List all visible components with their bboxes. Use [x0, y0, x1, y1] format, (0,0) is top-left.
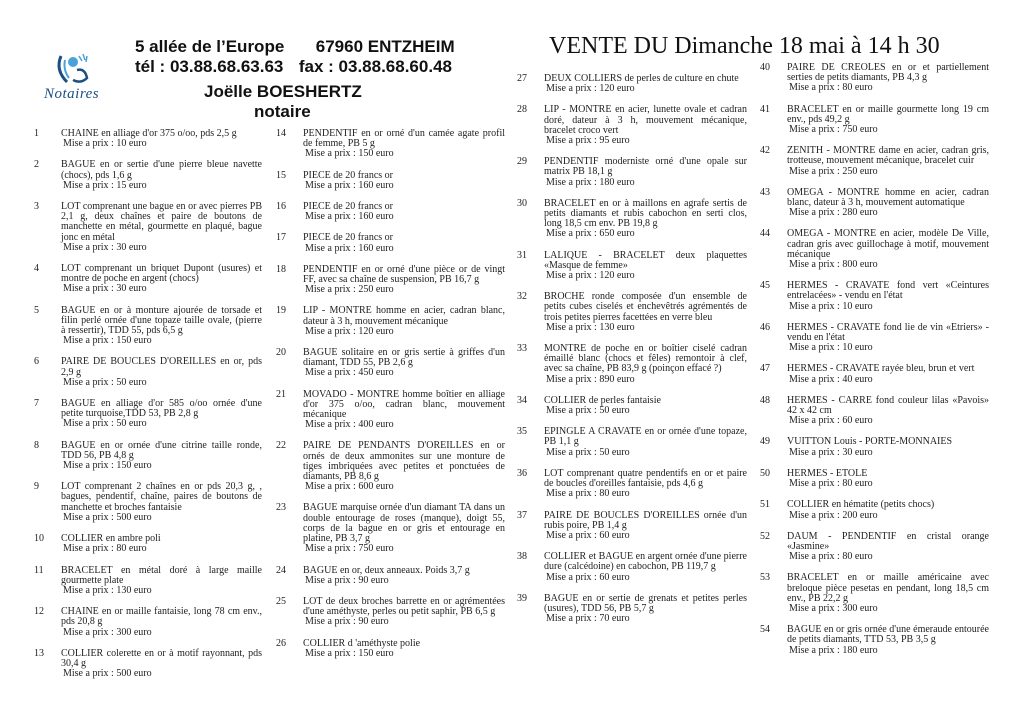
lot-description: BROCHE ronde composée d'un ensemble de petits cubes ciselés et enchevêtrés agrémentés de trois petites pierres facettées en verre bleu [544, 291, 747, 323]
lot-starting-price: Mise a prix : 650 euro [546, 228, 635, 240]
lot-item [276, 348, 505, 379]
lot-description: LOT comprenant 2 chaînes en or pds 20,3 g, , bagues, pendentif, chaîne, paires de boutons de manchette et broches fantaisie [61, 481, 262, 513]
lot-item [34, 264, 262, 295]
lot-starting-price: Mise a prix : 15 euro [63, 179, 147, 191]
logo-text: Notaires [44, 86, 100, 102]
lot-starting-price: Mise a prix : 600 euro [305, 481, 394, 493]
lot-item [517, 199, 747, 240]
lot-number: 50 [760, 467, 770, 479]
sale-title: VENTE DU Dimanche 18 mai à 14 h 30 [549, 33, 940, 59]
lot-number: 30 [517, 197, 527, 209]
lot-starting-price: Mise a prix : 500 euro [63, 511, 152, 523]
lot-starting-price: Mise a prix : 120 euro [546, 270, 635, 282]
lot-item [34, 566, 262, 597]
lot-starting-price: Mise a prix : 40 euro [789, 373, 873, 385]
lot-item [760, 146, 989, 177]
lot-description: BRACELET en métal doré à large maille gourmette plate [61, 564, 262, 586]
lot-starting-price: Mise a prix : 120 euro [305, 325, 394, 337]
lot-description: BRACELET en or à maillons en agrafe sertis de petits diamants et rubis cabochon en serti clos, long 18,5 cm env. PB 19,8 g [544, 197, 747, 230]
lot-description: BAGUE en or ornée d'une citrine taille ronde, TDD 56, PB 4,8 g [61, 439, 262, 461]
lot-description: ZENITH - MONTRE dame en acier, cadran gris, trotteuse, mouvement mécanique, bracelet cuir [787, 145, 989, 167]
lot-description: BAGUE en alliage d'or 585 o/oo ornée d'une petite turquoise,TDD 53, PB 2,8 g [61, 398, 262, 420]
lot-description: HERMES - CRAVATE fond vert «Ceintures entrelacées» - vendu en l'état [787, 280, 989, 302]
lot-item [517, 469, 747, 500]
lot-description: COLLIER de perles fantaisie [544, 394, 661, 406]
lot-column-1 [34, 129, 262, 690]
lot-starting-price: Mise a prix : 750 euro [789, 124, 878, 136]
lot-item [517, 511, 747, 542]
lot-starting-price: Mise a prix : 500 euro [63, 668, 152, 680]
city: 67960 ENTZHEIM [315, 37, 455, 56]
lot-item [760, 323, 989, 354]
lot-number: 45 [760, 280, 770, 292]
lot-item [517, 427, 747, 458]
lot-description: MONTRE de poche en or boîtier ciselé cadran émaillé blanc (chocs et fêles) remontoir à clef, avec sa chaîne, PB 83,9 g (poinçon effacé ?) [544, 343, 747, 375]
lot-item [760, 281, 989, 312]
lot-starting-price: Mise a prix : 890 euro [546, 373, 635, 385]
lot-starting-price: Mise a prix : 120 euro [546, 83, 635, 95]
lot-item [517, 396, 747, 416]
lot-starting-price: Mise a prix : 60 euro [546, 529, 630, 541]
lot-number: 46 [760, 321, 770, 333]
lot-number: 54 [760, 624, 770, 636]
lot-description: BAGUE en or gris ornée d'une émeraude entourée de petits diamants, TTD 53, PB 3,5 g [787, 624, 989, 646]
lot-starting-price: Mise a prix : 250 euro [305, 284, 394, 296]
lot-number: 1 [34, 128, 39, 139]
lot-starting-price: Mise a prix : 160 euro [305, 211, 394, 223]
lot-starting-price: Mise a prix : 10 euro [789, 300, 873, 312]
lot-number: 49 [760, 436, 770, 448]
lot-description: PIECE de 20 francs or [303, 201, 393, 213]
lot-starting-price: Mise a prix : 180 euro [546, 176, 635, 188]
address: 5 allée de l’Europe [135, 37, 285, 56]
lot-starting-price: Mise a prix : 80 euro [789, 478, 873, 490]
lot-starting-price: Mise a prix : 150 euro [305, 148, 394, 160]
lot-number: 31 [517, 249, 527, 261]
lot-number: 4 [34, 263, 39, 275]
lot-number: 2 [34, 159, 39, 171]
lot-starting-price: Mise a prix : 180 euro [789, 644, 878, 656]
lot-starting-price: Mise a prix : 30 euro [63, 283, 147, 295]
lot-number: 29 [517, 156, 527, 168]
lot-item [760, 364, 989, 384]
lot-column-2 [276, 129, 505, 670]
lot-number: 10 [34, 533, 44, 545]
lot-item [276, 265, 505, 296]
lot-item [517, 594, 747, 625]
lot-number: 6 [34, 356, 39, 368]
lot-item [34, 160, 262, 191]
lot-description: BAGUE en or à monture ajourée de torsade et filin perlé ornée d'une topaze taille ovale, (pierre à ressertir), TDD 55, pds 6,5 g [61, 304, 262, 337]
lot-starting-price: Mise a prix : 95 euro [546, 135, 630, 147]
lot-starting-price: Mise a prix : 50 euro [546, 446, 630, 458]
lot-description: HERMES - CRAVATE fond lie de vin «Etriers» - vendu en l'état [787, 321, 989, 344]
lot-description: DEUX COLLIERS de perles de culture en chute [544, 73, 739, 84]
lot-starting-price: Mise a prix : 70 euro [546, 613, 630, 625]
lot-number: 41 [760, 103, 770, 115]
lot-starting-price: Mise a prix : 400 euro [305, 419, 394, 431]
lot-number: 3 [34, 201, 39, 213]
lot-description: PAIRE DE PENDANTS D'OREILLES en or ornés de deux ammonites sur une monture de tiges imbriquées avec petites et ponctuées de diamants, PB 8,6 g [303, 440, 505, 483]
lot-number: 15 [276, 169, 286, 181]
lot-starting-price: Mise a prix : 150 euro [63, 460, 152, 472]
lot-number: 18 [276, 263, 286, 275]
lot-description: PAIRE DE BOUCLES D'OREILLES en or, pds 2,9 g [61, 356, 262, 378]
lot-number: 38 [517, 551, 527, 563]
lot-number: 51 [760, 499, 770, 511]
lot-description: OMEGA - MONTRE en acier, modèle De Ville, cadran gris avec guillochage à motif, mouvement mécanique [787, 228, 989, 260]
lot-number: 12 [34, 606, 44, 618]
lot-number: 13 [34, 647, 44, 659]
address-line [135, 37, 455, 57]
lot-item [276, 566, 505, 586]
lot-number: 43 [760, 186, 770, 198]
lot-starting-price: Mise a prix : 450 euro [305, 367, 394, 379]
lot-item [276, 129, 505, 160]
lot-starting-price: Mise a prix : 250 euro [789, 165, 878, 177]
lot-item [34, 202, 262, 253]
lot-description: LOT comprenant une bague en or avec pierres PB 2,1 g, deux chaînes et paire de boutons de manchette en métal, gourmette en plaqué, bague jonc en métal [61, 201, 262, 243]
lot-starting-price: Mise a prix : 60 euro [546, 571, 630, 583]
lot-starting-price: Mise a prix : 160 euro [305, 179, 394, 191]
lot-description: HERMES - CRAVATE rayée bleu, brun et vert [787, 363, 975, 375]
lot-starting-price: Mise a prix : 10 euro [63, 138, 147, 150]
lot-starting-price: Mise a prix : 300 euro [789, 602, 878, 614]
lot-description: COLLIER et BAGUE en argent ornée d'une pierre dure (calcédoine) en cabochon, PB 119,7 g [544, 551, 747, 573]
lot-description: CHAINE en or maille fantaisie, long 78 cm env., pds 20,8 g [61, 606, 262, 628]
lot-description: COLLIER en ambre poli [61, 533, 161, 545]
lot-item [517, 292, 747, 333]
lot-number: 8 [34, 439, 39, 451]
lot-description: LIP - MONTRE homme en acier, cadran blanc, dateur à 3 h, mouvement mécanique [303, 305, 505, 327]
lot-item [276, 306, 505, 337]
lot-starting-price: Mise a prix : 300 euro [63, 626, 152, 638]
telephone: tél : 03.88.68.63.63 [135, 57, 284, 76]
lot-item [34, 607, 262, 638]
lot-description: PIECE de 20 francs or [303, 232, 393, 244]
lot-number: 21 [276, 388, 286, 400]
lot-item [34, 399, 262, 430]
lot-number: 16 [276, 201, 286, 213]
lot-number: 36 [517, 467, 527, 479]
lot-description: LIP - MONTRE en acier, lunette ovale et cadran doré, dateur à 3 h, mouvement mécanique, bracelet croco vert [544, 104, 747, 136]
lot-description: BRACELET en or maille américaine avec breloque pièce pesetas en pendant, long 18,5 cm env., PB 22,2 g [787, 572, 989, 604]
lot-number: 22 [276, 440, 286, 452]
lot-number: 24 [276, 564, 286, 576]
lot-starting-price: Mise a prix : 30 euro [789, 446, 873, 458]
lot-description: BAGUE en or sertie de grenats et petites perles (usures), TDD 56, PB 5,7 g [544, 592, 747, 614]
lot-starting-price: Mise a prix : 160 euro [305, 242, 394, 254]
lot-number: 5 [34, 304, 39, 316]
lot-column-3 [517, 74, 747, 635]
lot-starting-price: Mise a prix : 50 euro [546, 405, 630, 417]
lot-number: 33 [517, 343, 527, 355]
lot-description: PENDENTIF en or orné d'un camée agate profil de femme, PB 5 g [303, 128, 505, 150]
lot-number: 40 [760, 62, 770, 73]
lot-number: 14 [276, 128, 286, 139]
lot-number: 25 [276, 595, 286, 607]
lot-description: BAGUE en or, deux anneaux. Poids 3,7 g [303, 564, 470, 576]
lot-number: 42 [760, 145, 770, 157]
lot-number: 48 [760, 394, 770, 406]
lot-description: BAGUE en or sertie d'une pierre bleue navette (chocs), pds 1,6 g [61, 159, 262, 181]
lot-item [34, 306, 262, 347]
lot-starting-price: Mise a prix : 90 euro [305, 574, 389, 586]
lot-number: 39 [517, 592, 527, 604]
lot-number: 26 [276, 637, 286, 649]
lot-item [760, 105, 989, 136]
lot-starting-price: Mise a prix : 80 euro [789, 551, 873, 563]
lot-starting-price: Mise a prix : 130 euro [546, 321, 635, 333]
lot-item [760, 396, 989, 427]
lot-item [517, 344, 747, 385]
lot-description: MOVADO - MONTRE homme boîtier en alliage d'or 375 o/oo, cadran blanc, mouvement mécanique [303, 388, 505, 421]
lot-item [517, 552, 747, 583]
lot-starting-price: Mise a prix : 200 euro [789, 509, 878, 521]
lot-number: 53 [760, 572, 770, 584]
lot-description: BAGUE solitaire en or gris sertie à griffes d'un diamant, TDD 55, PB 2,6 g [303, 347, 505, 369]
lot-description: COLLIER colerette en or à motif rayonnant, pds 30,4 g [61, 647, 262, 669]
lot-starting-price: Mise a prix : 130 euro [63, 584, 152, 596]
lot-description: VUITTON Louis - PORTE-MONNAIES [787, 436, 953, 448]
lot-number: 47 [760, 363, 770, 375]
lot-description: LOT comprenant quatre pendentifs en or et paire de boucles d'oreilles fantaisie, pds 4,6 g [544, 467, 747, 490]
lot-item [34, 482, 262, 523]
lot-item [34, 441, 262, 472]
lot-item [276, 441, 505, 492]
lot-column-4 [760, 63, 989, 667]
lot-number: 20 [276, 347, 286, 359]
lot-item [276, 503, 505, 554]
lot-item [517, 105, 747, 146]
lot-starting-price: Mise a prix : 80 euro [789, 82, 873, 94]
lot-starting-price: Mise a prix : 80 euro [63, 543, 147, 555]
lot-description: PAIRE DE CREOLES en or et partiellement serties de petits diamants, PB 4,3 g [787, 62, 989, 84]
lot-item [760, 500, 989, 520]
lot-starting-price: Mise a prix : 150 euro [305, 647, 394, 659]
lot-description: PAIRE DE BOUCLES D'OREILLES ornée d'un rubis poire, PB 1,4 g [544, 509, 747, 531]
contact-line [135, 57, 452, 77]
lot-number: 44 [760, 228, 770, 240]
lot-description: LOT de deux broches barrette en or agrémentées d'une améthyste, perles ou petit saphir, PB 6,5 g [303, 595, 505, 618]
lot-starting-price: Mise a prix : 50 euro [63, 418, 147, 430]
lot-item [34, 357, 262, 388]
lot-item [760, 469, 989, 489]
lot-starting-price: Mise a prix : 30 euro [63, 241, 147, 253]
lot-description: PENDENTIF en or orné d'une pièce or de vingt FF, avec sa chaîne de suspension, PB 16,7 g [303, 263, 505, 286]
lot-description: PIECE de 20 francs or [303, 169, 393, 181]
lot-item [760, 573, 989, 614]
lot-number: 11 [34, 564, 44, 576]
lot-item [276, 171, 505, 191]
lot-description: BRACELET en or maille gourmette long 19 cm env., pds 49,2 g [787, 103, 989, 125]
lot-number: 9 [34, 481, 39, 493]
lot-starting-price: Mise a prix : 80 euro [546, 488, 630, 500]
lot-number: 35 [517, 426, 527, 438]
lot-item [276, 639, 505, 659]
fax: fax : 03.88.68.60.48 [298, 57, 452, 76]
lot-starting-price: Mise a prix : 800 euro [789, 259, 878, 271]
lot-starting-price: Mise a prix : 50 euro [63, 376, 147, 388]
lot-description: OMEGA - MONTRE homme en acier, cadran blanc, dateur à 3 h, mouvement automatique [787, 186, 989, 209]
lot-description: LOT comprenant un briquet Dupont (usures) et montre de poche en argent (chocs) [61, 263, 262, 285]
lot-item [760, 188, 989, 219]
lot-starting-price: Mise a prix : 150 euro [63, 335, 152, 347]
lot-number: 32 [517, 291, 527, 303]
lot-item [276, 202, 505, 222]
lot-description: COLLIER d 'améthyste polie [303, 637, 421, 649]
lot-number: 19 [276, 305, 286, 317]
lot-item [760, 63, 989, 94]
lot-description: HERMES - ETOLE [787, 467, 868, 479]
lot-item [517, 251, 747, 282]
lot-number: 23 [276, 502, 286, 514]
lot-item [34, 129, 262, 149]
lot-starting-price: Mise a prix : 60 euro [789, 415, 873, 427]
lot-description: DAUM - PENDENTIF en cristal orange «Jasmine» [787, 530, 989, 552]
lot-number: 27 [517, 73, 527, 84]
lot-description: HERMES - CARRE fond couleur lilas «Pavois» 42 x 42 cm [787, 394, 989, 417]
lot-item [517, 157, 747, 188]
lot-description: EPINGLE A CRAVATE en or ornée d'une topaze, PB 1,1 g [544, 426, 747, 448]
lot-number: 37 [517, 509, 527, 521]
lot-item [276, 390, 505, 431]
lot-description: COLLIER en hématite (petits chocs) [787, 499, 935, 511]
lot-number: 52 [760, 530, 770, 542]
notary-name: Joëlle BOESHERTZ [204, 82, 362, 101]
lot-item [276, 233, 505, 253]
lot-item [760, 532, 989, 563]
lot-starting-price: Mise a prix : 750 euro [305, 543, 394, 555]
lot-number: 7 [34, 398, 39, 410]
lot-starting-price: Mise a prix : 10 euro [789, 342, 873, 354]
notary-title: notaire [254, 102, 311, 121]
lot-number: 34 [517, 394, 527, 406]
lot-item [760, 229, 989, 270]
lot-description: BAGUE marquise ornée d'un diamant TA dans un double entourage de roses (manque), doigt 55, corps de la bague en or gris et entourage en platine, PB 3,7 g [303, 502, 505, 545]
lot-item [276, 597, 505, 628]
lot-description: PENDENTIF moderniste orné d'une opale sur matrix PB 18,1 g [544, 156, 747, 178]
lot-description: LALIQUE - BRACELET deux plaquettes «Masque de femme» [544, 249, 747, 271]
lot-number: 17 [276, 232, 286, 244]
lot-item [34, 534, 262, 554]
lot-item [34, 649, 262, 680]
lot-item [760, 625, 989, 656]
lot-description: CHAINE en alliage d'or 375 o/oo, pds 2,5 g [61, 128, 237, 139]
lot-number: 28 [517, 104, 527, 116]
lot-starting-price: Mise a prix : 280 euro [789, 207, 878, 219]
lot-starting-price: Mise a prix : 90 euro [305, 616, 389, 628]
lot-item [517, 74, 747, 94]
lot-item [760, 437, 989, 457]
